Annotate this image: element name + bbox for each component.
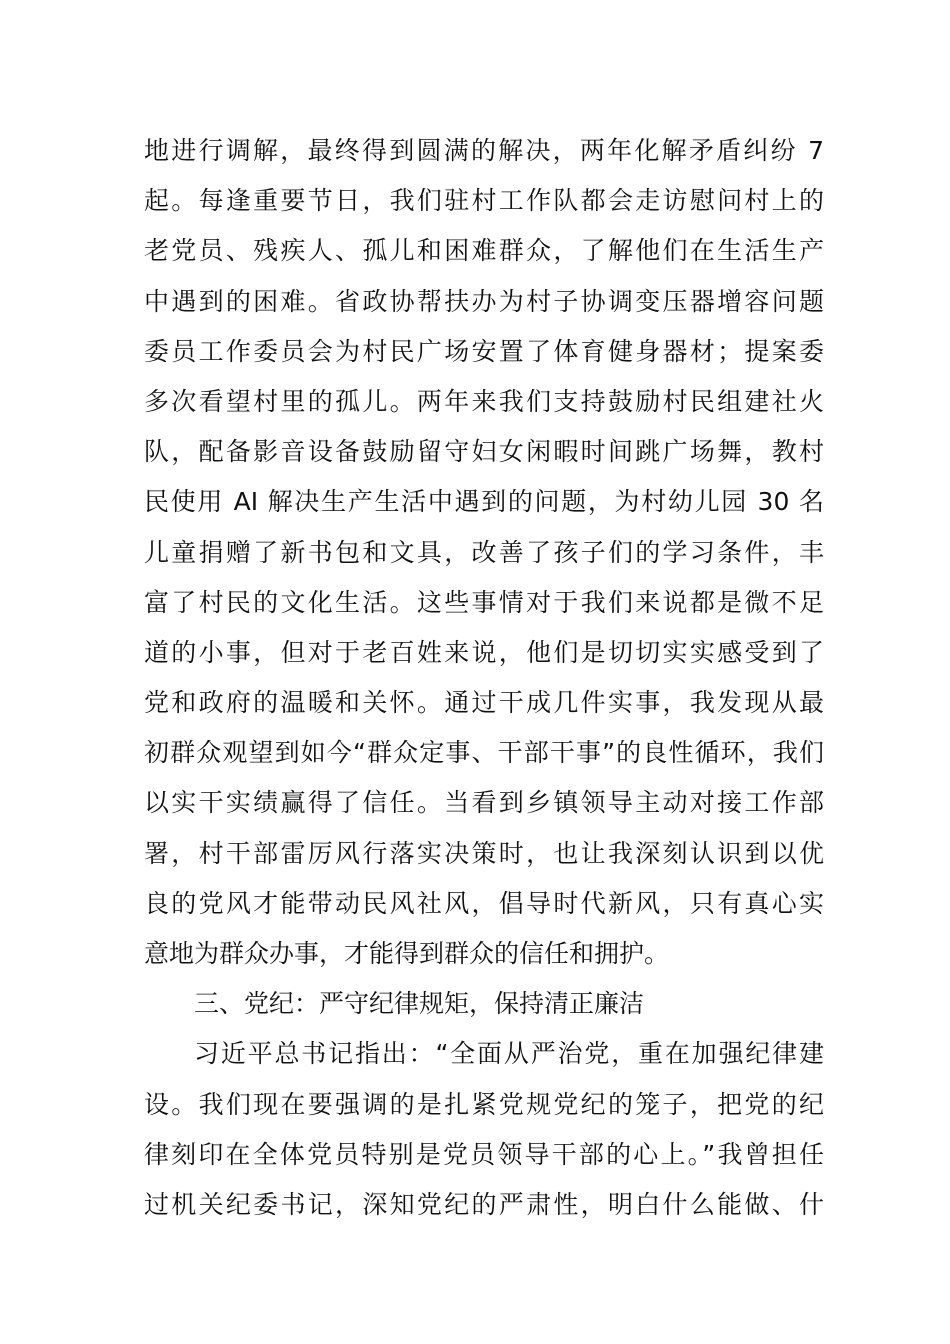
text-line: 署，村干部雷厉风行落实决策时，也让我深刻认识到以优 (144, 838, 824, 868)
text-line: 民使用 AI 解决生产生活中遇到的问题，为村幼儿园 30 名 (144, 487, 824, 517)
text-line: 起。每逢重要节日，我们驻村工作队都会走访慰问村上的 (144, 186, 824, 216)
text-line: 初群众观望到如今“群众定事、干部干事”的良性循环，我们 (144, 738, 824, 768)
text-line: 多次看望村里的孤儿。两年来我们支持鼓励村民组建社火 (144, 386, 824, 416)
text-line: 富了村民的文化生活。这些事情对于我们来说都是微不足 (144, 587, 824, 617)
text-line: 良的党风才能带动民风社风，倡导时代新风，只有真心实 (144, 888, 824, 918)
text-line: 队，配备影音设备鼓励留守妇女闲暇时间跳广场舞，教村 (144, 437, 824, 467)
text-line: 儿童捐赠了新书包和文具，改善了孩子们的学习条件，丰 (144, 537, 824, 567)
section-heading: 三、党纪：严守纪律规矩，保持清正廉洁 (194, 989, 645, 1019)
text-line: 老党员、残疾人、孤儿和困难群众，了解他们在生活生产 (144, 236, 824, 266)
text-line: 道的小事，但对于老百姓来说，他们是切切实实感受到了 (144, 637, 824, 667)
text-line: 中遇到的困难。省政协帮扶办为村子协调变压器增容问题 (144, 286, 824, 316)
text-line: 以实干实绩赢得了信任。当看到乡镇领导主动对接工作部 (144, 788, 824, 818)
body-text (144, 126, 824, 1230)
text-line: 党和政府的温暖和关怀。通过干成几件实事，我发现从最 (144, 688, 824, 718)
text-line: 过机关纪委书记，深知党纪的严肃性，明白什么能做、什 (144, 1189, 824, 1219)
text-line: 意地为群众办事，才能得到群众的信任和拥护。 (144, 939, 670, 968)
text-line: 地进行调解，最终得到圆满的解决，两年化解矛盾纠纷 7 (144, 136, 824, 165)
text-line: 委员工作委员会为村民广场安置了体育健身器材；提案委 (144, 336, 824, 366)
text-line: 习近平总书记指出：“全面从严治党，重在加强纪律建 (194, 1039, 824, 1069)
text-line: 律刻印在全体党员特别是党员领导干部的心上。”我曾担任 (144, 1139, 824, 1169)
text-line: 设。我们现在要强调的是扎紧党规党纪的笼子，把党的纪 (144, 1089, 824, 1119)
